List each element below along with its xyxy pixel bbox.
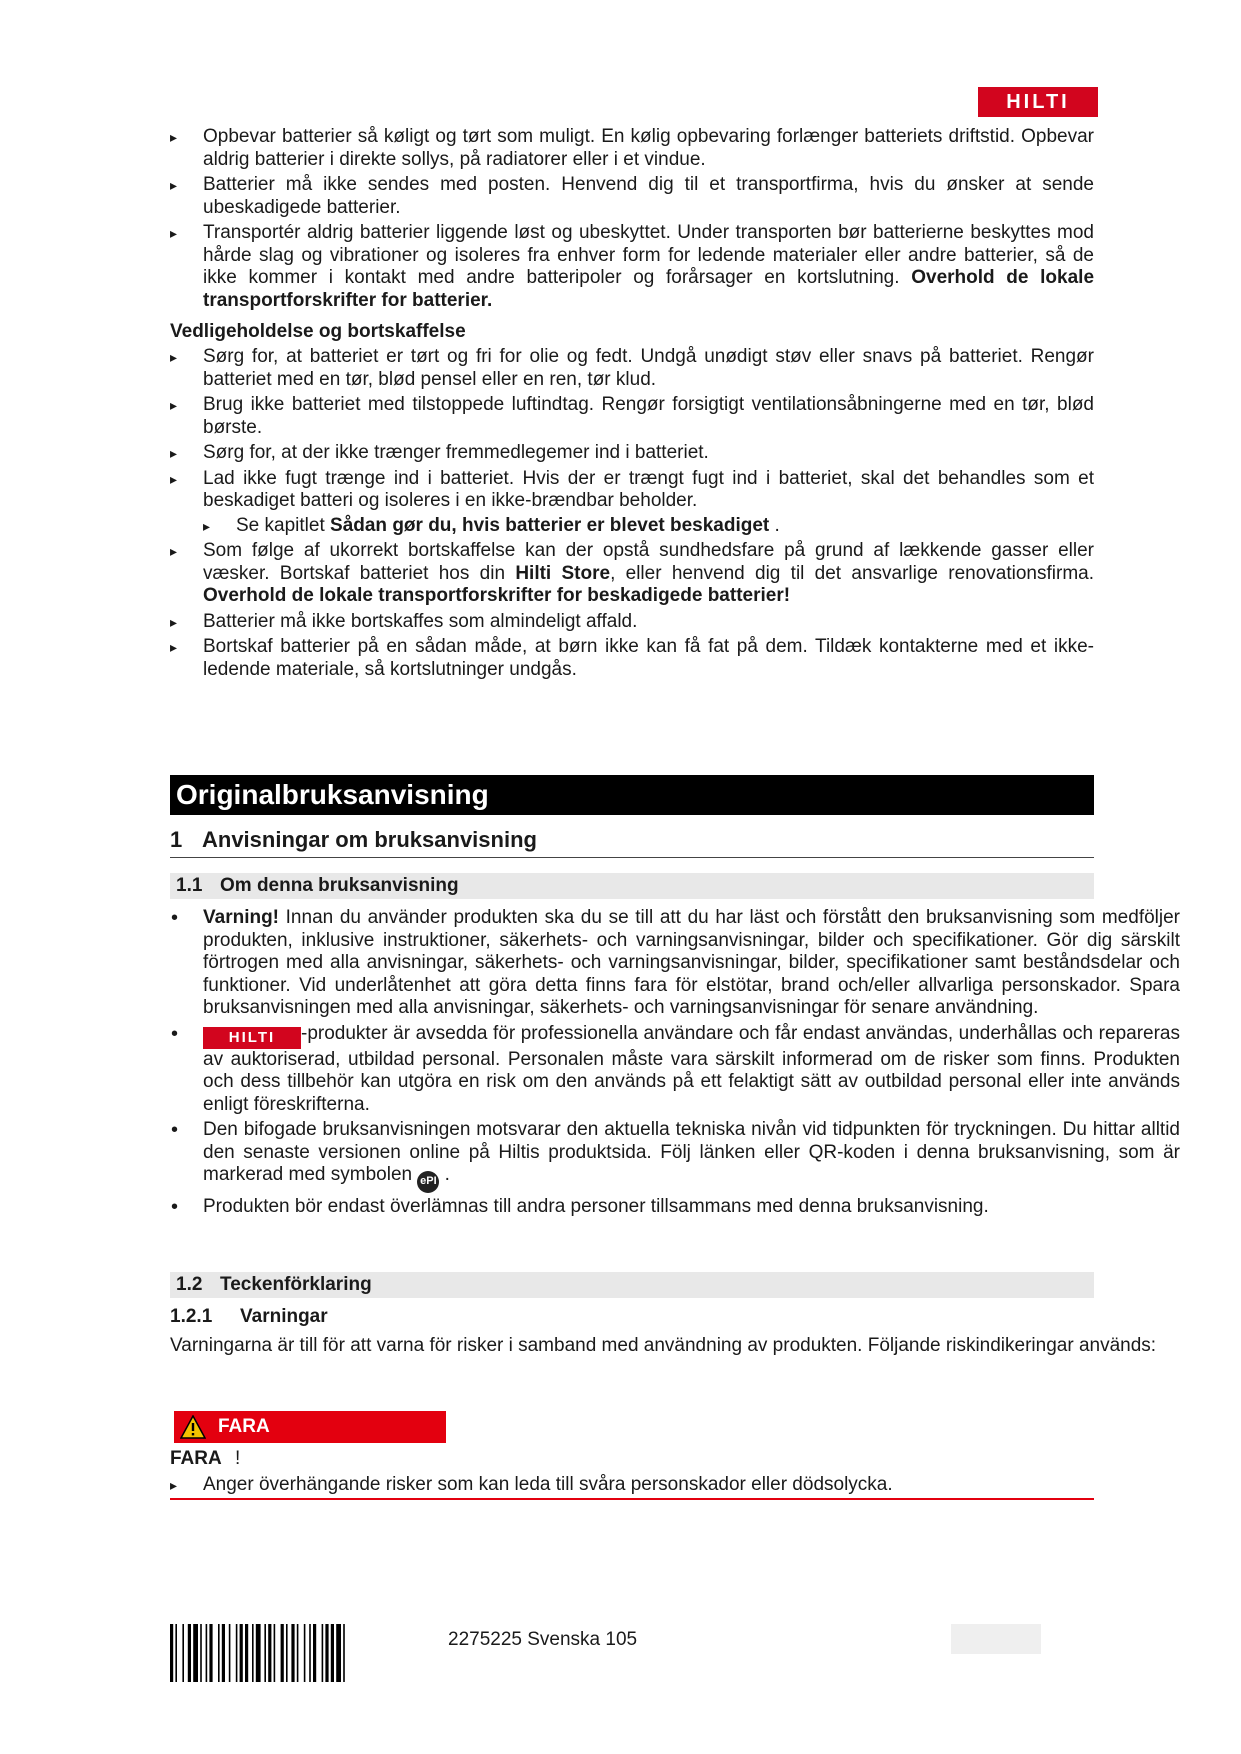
about-section [170,907,1180,1221]
list-item: ▸ Sørg for, at batteriet er tørt og fri for olie og fedt. Undgå unødigt støv eller snavs på batteriet. Rengør batteriet med en tør, blød pensel eller en ren, tør klud. [170,346,1094,391]
qr-symbol-icon: ePI [417,1171,439,1193]
maintenance-heading: Vedligeholdelse og bortskaffelse [170,321,466,342]
about-list [170,907,1180,1218]
list-item [170,222,1094,312]
fara-divider [170,1498,1094,1500]
fara-banner: FARA [174,1411,446,1443]
list-item: ▸ Opbevar batterier så køligt og tørt som muligt. En kølig opbevaring forlænger batteriets driftstid. Opbevar aldrig batterier i direkte sollys, på radiatorer eller i et vindue. [170,126,1094,171]
transport-text: Transportér aldrig batterier liggende løst og ubeskyttet. Under transporten bør batterierne beskyttes mod hårde slag og vibrationer og isoleres fra enhver form for ledende materialer eller andre batterier, så de ikke kommer i kontakt med andre batteripoler og forårsager en kortslutning. [203,222,1094,288]
hilti-store: Hilti Store [515,562,611,584]
list-item: ▸ Anger överhängande risker som kan leda till svåra personskador eller dödsolycka. [170,1474,1094,1497]
list-item: • Produkten bör endast överlämnas till andra personer tillsammans med denna bruksanvisning. [170,1196,1180,1219]
fara-label: FARA [170,1448,222,1469]
moisture-text: Lad ikke fugt trænge ind i batteriet. Hvis der er trængt fugt ind i batteriet, skal det behandles som et beskadiget batteri og isoleres i en ikke-brændbar beholder. [203,467,1094,511]
warning-label: Varning! [203,907,280,928]
page-tab [951,1624,1041,1654]
section-banner: Originalbruksanvisning [170,775,1094,815]
chapter-heading: 1 Anvisningar om bruksanvisning [170,825,1094,858]
barcode-icon [170,1624,426,1682]
battery-section [170,126,1094,684]
cross-reference: ▸ Se kapitlet Sådan gør du, hvis batterier er blevet beskadiget . [203,515,1094,538]
warnings-intro: Varningarna är till för att varna för risker i samband med användning av produkten. Följande riskindikeringar används: [170,1335,1157,1356]
list-item: ▸ Batterier må ikke bortskaffes som almindeligt affald. [170,611,1094,634]
section-1-2-1-heading: 1.2.1 Varningar [170,1306,328,1327]
list-item: • Varning! Innan du använder produkten ska du se till att du har läst och förstått den bruksanvisning som medföljer produkten, inklusive instruktioner, säkerhets- och varningsanvisningar, bilder och specifikationer. Gör dig särskilt förtrogen med alla anvisningar, säkerhets- och varningsanvisningar, bilder, specifikationer samt beståndsdelar och funktioner. Vid underlåtenhet att göra detta finns fara för elstötar, brand och/eller allvarliga personskador. Spara bruksanvisningen med alla anvisningar, säkerhets- och varningsanvisningar för senare användning. [170,907,1180,1020]
list-item: • HILTI -produkter är avsedda för professionella användare och får endast användas, underhållas och repareras av auktoriserad, utbildad personal. Personalen måste vara särskilt informerad om de risker som finns. Produkten och dess tillbehör kan utgöra en risk om den används på ett felaktigt sätt av outbildad personal eller inte används enligt föreskrifterna. [170,1023,1180,1117]
section-1-1-heading: 1.1 Om denna bruksanvisning [170,873,1094,899]
sub-list [203,515,1094,538]
list-item: ▸ Batterier må ikke sendes med posten. Henvend dig til et transportfirma, hvis du ønsker at sende ubeskadigede batterier. [170,174,1094,219]
disposal-bold: Overhold de lokale transportforskrifter for beskadigede batterier! [203,585,791,606]
section-1-2-heading: 1.2 Teckenförklaring [170,1272,1094,1298]
hilti-logo: HILTI [978,87,1098,117]
list-item [170,468,1094,538]
footer-info: 2275225 Svenska 105 [448,1629,638,1650]
fara-list [170,1474,1094,1497]
list-item: ▸ Sørg for, at der ikke trænger fremmedlegemer ind i batteriet. [170,442,1094,465]
warning-triangle-icon [180,1415,206,1439]
list-item: • Den bifogade bruksanvisningen motsvarar den aktuella tekniska nivån vid tidpunkten för tryckningen. Du hittar alltid den senaste versionen online på Hiltis produktsida. Följ länken eller QR-koden i denna bruksanvisning, som är markerad med symbolen ePI . [170,1119,1180,1192]
storage-list [170,126,1094,312]
transport-bold: Overhold de lokale transportforskrifter for batterier. [203,267,1095,311]
list-item: ▸ Brug ikke batteriet med tilstoppede luftindtag. Rengør forsigtigt ventilationsåbningerne med en tør, blød børste. [170,394,1094,439]
warnings-section [170,1305,1157,1358]
list-item: ▸ Som følge af ukorrekt bortskaffelse kan der opstå sundhedsfare på grund af lækkende gasser eller væsker. Bortskaf batteriet hos din Hilti Store, eller henvend dig til det ansvarlige renovationsfirma. Overhold de lokale transportforskrifter for beskadigede batterier! [170,540,1094,608]
fara-detail: FARA ! ▸ Anger överhängande risker som kan leda till svåra personskador eller dödsolycka. [170,1447,1094,1500]
list-item: ▸ Bortskaf batterier på en sådan måde, at børn ikke kan få fat på dem. Tildæk kontakterne med et ikke-ledende materiale, så kortslutninger undgås. [170,636,1094,681]
maintenance-list [170,346,1094,681]
hilti-inline-logo: • HILTI [203,1027,301,1049]
